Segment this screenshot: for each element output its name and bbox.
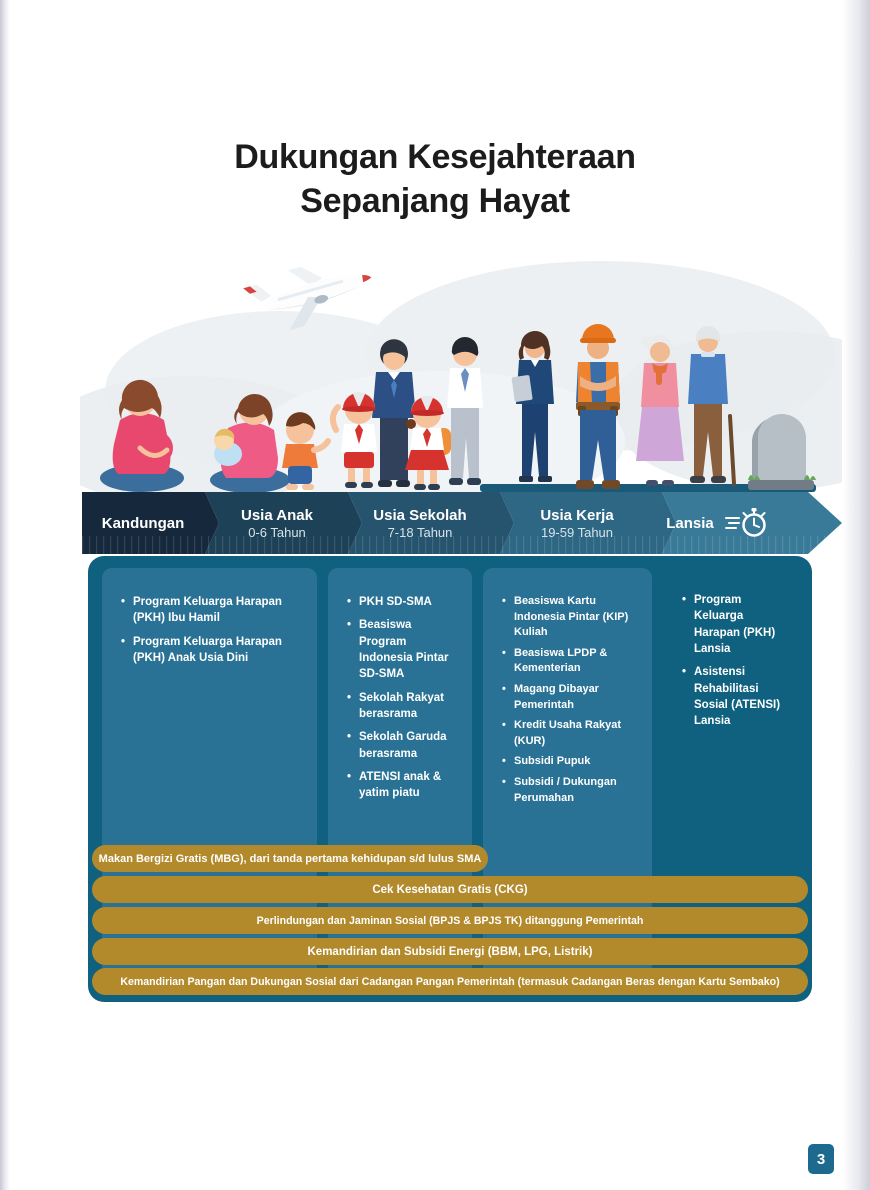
banner-pangan: Kemandirian Pangan dan Dukungan Sosial dari Cadangan Pangan Pemerintah (termasuk Cadangan Beras dengan Kartu Sembako) (92, 968, 808, 995)
stage-label: Kandungan (101, 514, 185, 532)
program-item: • ATENSI anak & yatim piatu (346, 769, 460, 802)
program-item: • Subsidi / Dukungan Perumahan (501, 775, 640, 806)
banner-energi: Kemandirian dan Subsidi Energi (BBM, LPG, Listrik) (92, 938, 808, 965)
life-stages-illustration (80, 246, 842, 492)
stage-lansia (637, 492, 797, 554)
banner-bpjs: Perlindungan dan Jaminan Sosial (BPJS & BPJS TK) ditanggung Pemerintah (92, 907, 808, 934)
stage-label: Lansia (666, 514, 714, 532)
program-item: • Beasiswa Kartu Indonesia Pintar (KIP) Kuliah (501, 594, 640, 641)
stage-usia-kerja (512, 492, 642, 554)
program-item: • Asistensi Rehabilitasi Sosial (ATENSI) Lansia (681, 664, 790, 729)
banner-mbg: Makan Bergizi Gratis (MBG), dari tanda pertama kehidupan s/d lulus SMA (92, 845, 488, 872)
program-list-lansia (663, 568, 802, 730)
stage-label: Usia Anak (241, 506, 313, 524)
stage-label: Usia Sekolah (373, 506, 467, 524)
program-item: • Program Keluarga Harapan (PKH) Lansia (681, 592, 790, 657)
program-item: • Magang Dibayar Pemerintah (501, 682, 640, 713)
program-item: • Sekolah Garuda berasrama (346, 729, 460, 762)
program-item: • Subsidi Pupuk (501, 754, 640, 770)
program-item: • Beasiswa Program Indonesia Pintar SD-SMA (346, 617, 460, 682)
stage-sub: 7-18 Tahun (387, 524, 453, 540)
program-list-kandungan (102, 568, 317, 666)
stage-usia-anak (212, 492, 342, 554)
title-line-1: Dukungan Kesejahteraan (234, 138, 636, 176)
stage-label: Usia Kerja (540, 506, 614, 524)
stage-sub: 19-59 Tahun (540, 524, 614, 540)
stage-sub: 0-6 Tahun (248, 524, 306, 540)
program-item: • Program Keluarga Harapan (PKH) Ibu Hamil (120, 594, 305, 627)
title-line-2: Sepanjang Hayat (300, 181, 570, 220)
stage-kandungan (78, 492, 208, 554)
page-title (0, 136, 870, 223)
program-item: • Kredit Usaha Rakyat (KUR) (501, 718, 640, 749)
program-item: • Program Keluarga Harapan (PKH) Anak Usia Dini (120, 634, 305, 667)
program-item: • Beasiswa LPDP & Kementerian (501, 646, 640, 677)
program-list-usia-kerja (483, 568, 652, 806)
program-item: • PKH SD-SMA (346, 594, 460, 610)
stage-usia-sekolah (355, 492, 485, 554)
page-number-badge: 3 (808, 1144, 834, 1174)
programs-panel (88, 556, 812, 1002)
banner-ckg: Cek Kesehatan Gratis (CKG) (92, 876, 808, 903)
program-item: • Sekolah Rakyat berasrama (346, 690, 460, 723)
stopwatch-icon (724, 506, 768, 540)
timeline-arrow (82, 492, 842, 554)
program-list-usia-sekolah (328, 568, 472, 802)
